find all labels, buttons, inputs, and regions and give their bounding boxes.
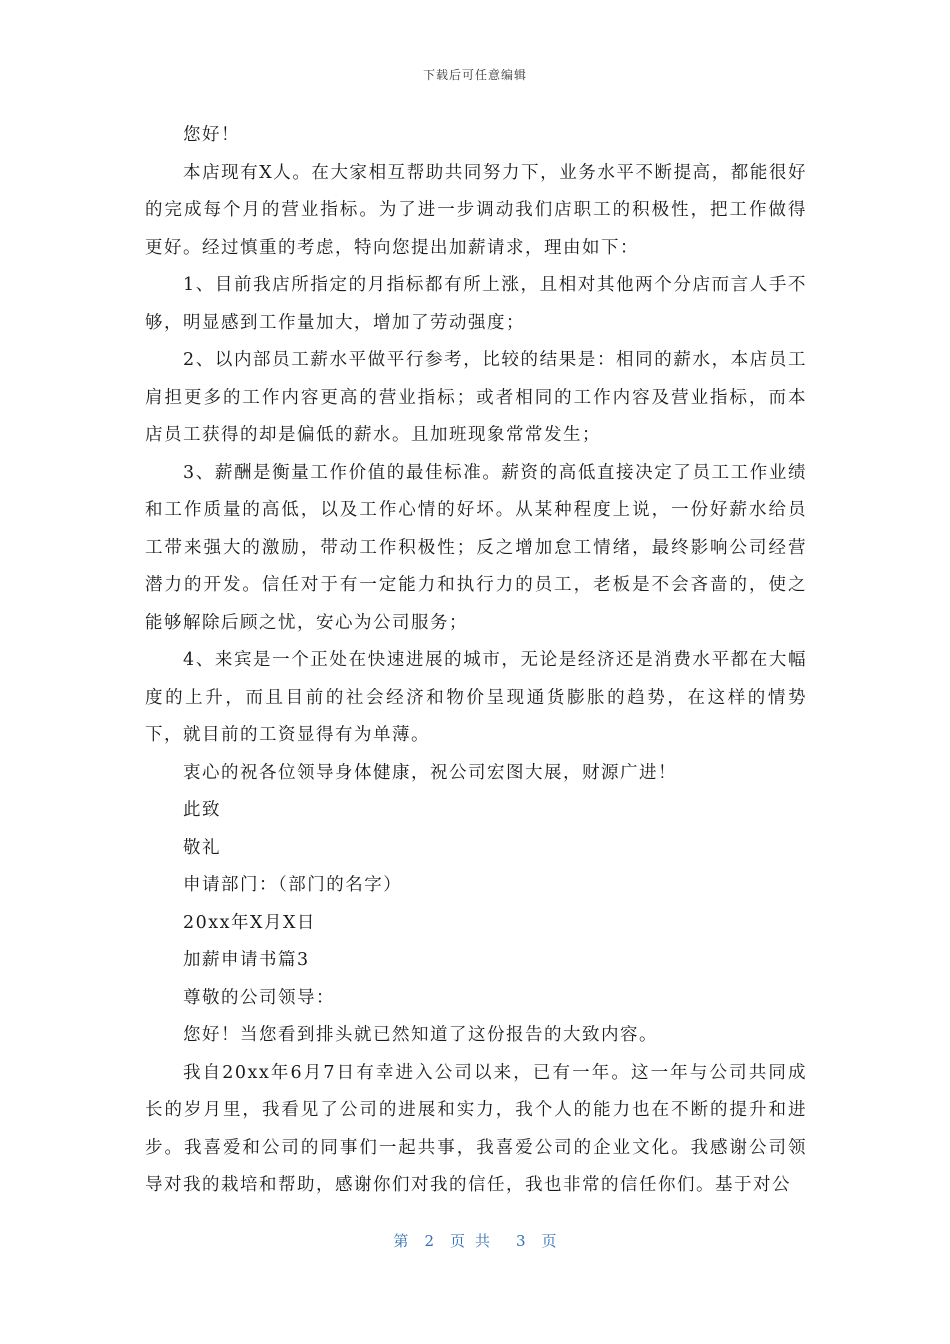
footer-total-pages: 3 xyxy=(516,1232,526,1250)
paragraph-department: 申请部门：（部门的名字） xyxy=(183,875,403,895)
paragraph-reason-3: 3、薪酬是衡量工作价值的最佳标准。薪资的高低直接决定了员工工作业绩和工作质量的高低，以及工作心情的好坏。从某种程度上说，一份好薪水给员工带来强大的激励，带动工作积极性；反之增加怠工情绪，最终影响公司经营潜力的开发。信任对于有一定能力和执行力的员工，老板是不会吝啬的，使之能够解除后顾之忧，安心为公司服务； xyxy=(145,462,807,633)
paragraph-date: 20xx年X月X日 xyxy=(183,912,316,933)
footer-suffix: 页 xyxy=(541,1232,557,1250)
footer-prefix: 第 xyxy=(393,1232,409,1250)
paragraph-closing-1: 此致 xyxy=(183,800,221,820)
paragraph-intro: 本店现有X人。在大家相互帮助共同努力下，业务水平不断提高，都能很好的完成每个月的营业指标。为了进一步调动我们店职工的积极性，把工作做得更好。经过慎重的考虑，特向您提出加薪请求，理由如下： xyxy=(145,162,807,258)
page-header: 下载后可任意编辑 xyxy=(422,68,527,82)
footer-current-page: 2 xyxy=(424,1232,434,1250)
paragraph-section-title: 加薪申请书篇3 xyxy=(183,950,310,970)
paragraph-body-2: 我自20xx年6月7日有幸进入公司以来，已有一年。这一年与公司共同成长的岁月里，我看见了公司的进展和实力，我个人的能力也在不断的提升和进步。我喜爱和公司的同事们一起共事，我喜爱公司的企业文化。我感谢公司领导对我的栽培和帮助，感谢你们对我的信任，我也非常的信任你们。基于对公 xyxy=(145,1062,807,1195)
paragraph-reason-4: 4、来宾是一个正处在快速进展的城市，无论是经济还是消费水平都在大幅度的上升，而且目前的社会经济和物价呈现通货膨胀的趋势，在这样的情势下，就目前的工资显得有为单薄。 xyxy=(145,650,807,745)
paragraph-wishes: 衷心的祝各位领导身体健康，祝公司宏图大展，财源广进！ xyxy=(183,762,677,783)
page-footer xyxy=(0,1230,950,1251)
paragraph-closing-2: 敬礼 xyxy=(183,837,221,858)
paragraph-reason-2: 2、以内部员工薪水平做平行参考，比较的结果是：相同的薪水，本店员工肩担更多的工作内容更高的营业指标；或者相同的工作内容及营业指标，而本店员工获得的却是偏低的薪水。且加班现象常常发生； xyxy=(145,350,807,445)
paragraph-reason-1: 1、目前我店所指定的月指标都有所上涨，且相对其他两个分店而言人手不够，明显感到工作量加大，增加了劳动强度； xyxy=(145,275,807,333)
footer-middle: 页共 xyxy=(449,1232,500,1250)
paragraph-greeting-2: 您好！当您看到排头就已然知道了这份报告的大致内容。 xyxy=(183,1025,658,1045)
paragraph-greeting: 您好！ xyxy=(183,125,240,145)
paragraph-salutation: 尊敬的公司领导： xyxy=(183,987,335,1008)
document-body xyxy=(145,117,807,1205)
